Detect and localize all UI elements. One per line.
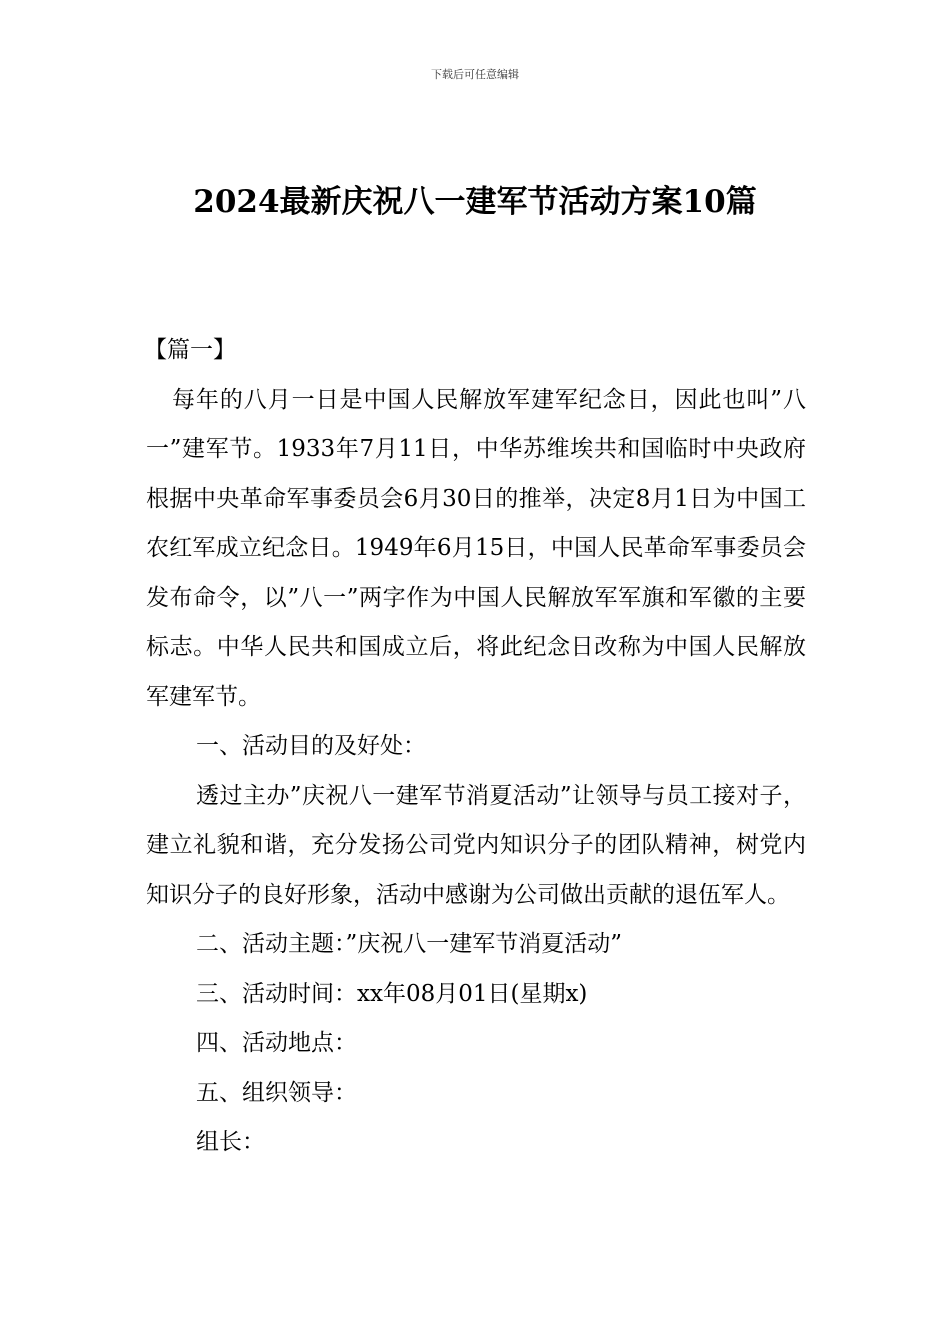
purpose-paragraph: 透过主办”庆祝八一建军节消夏活动”让领导与员工接对子，建立礼貌和谐，充分发扬公司党内知识分子的团队精神，树党内知识分子的良好形象，活动中感谢为公司做出贡献的退伍军人。: [146, 782, 806, 908]
document-body: [146, 326, 806, 1168]
heading-theme: 二、活动主题：”庆祝八一建军节消夏活动”: [196, 931, 623, 957]
heading-organization: 五、组织领导：: [196, 1079, 357, 1106]
heading-location: 四、活动地点：: [196, 1030, 357, 1056]
heading-time: 三、活动时间：xx年08月01日(星期x): [196, 980, 588, 1007]
heading-purpose: 一、活动目的及好处：: [196, 733, 426, 759]
intro-paragraph: 每年的八月一日是中国人民解放军建军纪念日，因此也叫”八一”建军节。1933年7月11日，中华苏维埃共和国临时中央政府根据中央革命军事委员会6月30日的推举，决定8月1日为中国工农红军成立纪念日。1949年6月15日，中国人民革命军事委员会发布命令，以”八一”两字作为中国人民解放军军旗和军徽的主要标志。中华人民共和国成立后，将此纪念日改称为中国人民解放军建军节。: [146, 386, 806, 710]
page-header-note: 下载后可任意编辑: [431, 68, 519, 81]
document-title: 2024最新庆祝八一建军节活动方案10篇: [193, 184, 757, 220]
section-tag: 【篇一】: [144, 337, 236, 363]
leader-line: 组长：: [196, 1129, 265, 1155]
